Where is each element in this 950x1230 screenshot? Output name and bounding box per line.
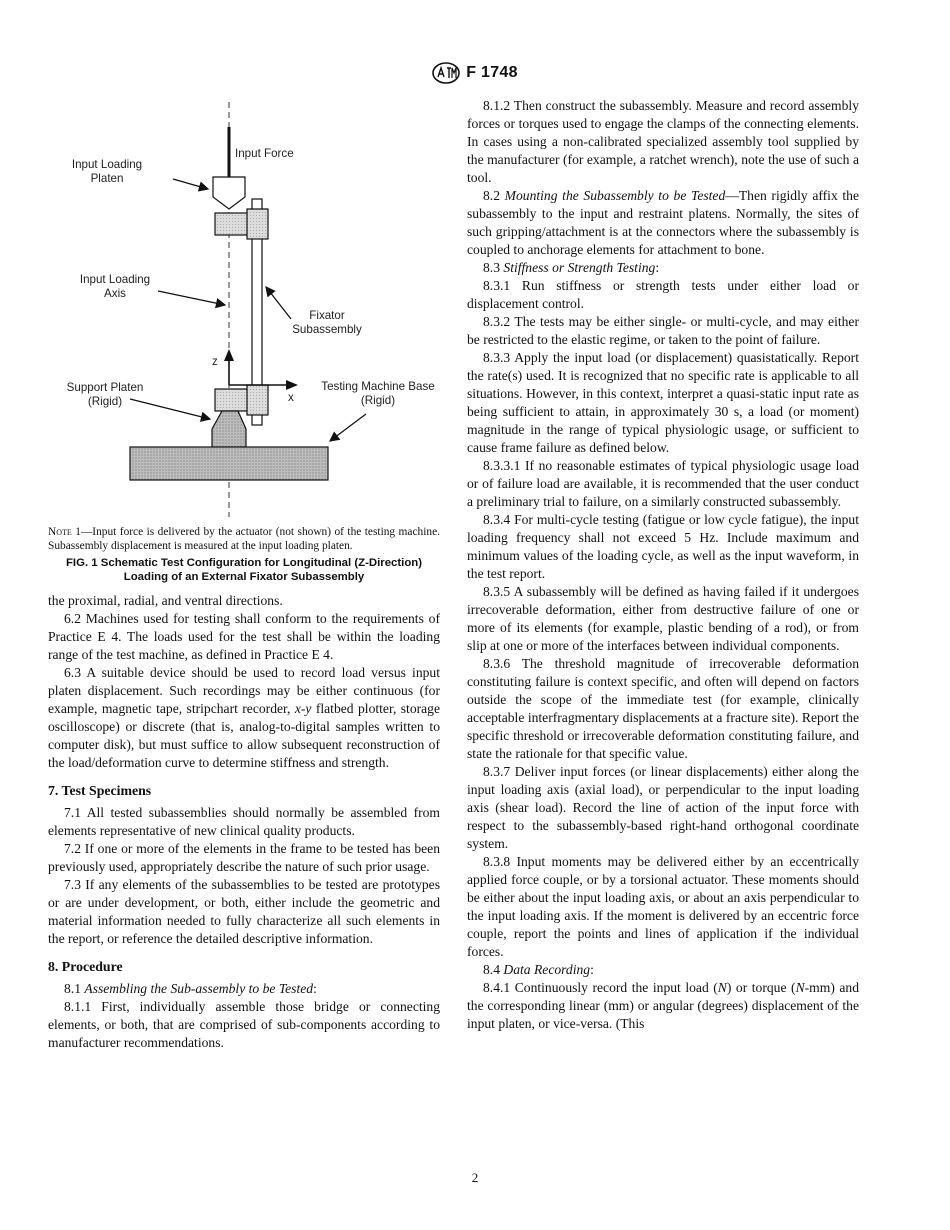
input-loading-platen-shape bbox=[213, 177, 245, 209]
upper-clamp-side bbox=[247, 209, 268, 239]
paragraph-8-1-2: 8.1.2 Then construct the subassembly. Measure and record assembly forces or torques used to engage the clamps of the connecting elements. In cases using a non-calibrated specialized assembly tool supplied by the manufacturer (for example, a ratchet wrench), note the use of such a tool. bbox=[467, 98, 859, 185]
paragraph-8-3-2: 8.3.2 The tests may be either single- or multi-cycle, and may either be restricted to the elastic regime, or taken to the point of failure. bbox=[467, 314, 859, 347]
paragraph-8-3-1: 8.3.1 Run stiffness or strength tests under either load or displacement control. bbox=[467, 278, 859, 311]
figure-1 bbox=[48, 97, 440, 517]
paragraph-7-3: 7.3 If any elements of the subassemblies to be tested are prototypes or are under development, or both, either include the geometric and material information needed to fully characterize all such elements in the report, or reference the detailed descriptive information. bbox=[48, 877, 440, 946]
figure-caption: FIG. 1 Schematic Test Configuration for Longitudinal (Z-Direction) Loading of an External Fixator Subassembly bbox=[65, 557, 423, 583]
paragraph-8-3-7: 8.3.7 Deliver input forces (or linear displacements) either along the input loading axis (axial load), or perpendicular to the input loading axis (shear load). Record the line of action of the input force with respect to the subassembly-based right-hand orthogonal coordinate system. bbox=[467, 764, 859, 851]
paragraph-8-3-5: 8.3.5 A subassembly will be defined as having failed if it undergoes irrecoverable deformation, either from destructive failure of one or more of its elements (for example, plastic bending of a rod), or from slip at one or more of the interfaces between individual components. bbox=[467, 584, 859, 653]
paragraph-continuation: the proximal, radial, and ventral directions. bbox=[48, 593, 283, 608]
right-column bbox=[467, 97, 859, 1033]
x-axis-arrow-icon bbox=[286, 380, 298, 390]
paragraph-8-4: 8.4 Data Recording: bbox=[483, 962, 594, 977]
label-support-platen: Support Platen (Rigid) bbox=[66, 381, 144, 408]
label-x: x bbox=[288, 391, 294, 404]
page-header bbox=[0, 62, 950, 89]
paragraph-8-3-8: 8.3.8 Input moments may be delivered either by an eccentrically applied force couple, or by a torsional actuator. These moments should be either about the input loading axis, or about an axis perpendicular to the input loading axis. If the moment is delivered by an eccentric force couple, report the points and lines of application if the individual forces. bbox=[467, 854, 859, 959]
label-testing-machine-base: Testing Machine Base (Rigid) bbox=[321, 380, 435, 407]
paragraph-8-3-3-1: 8.3.3.1 If no reasonable estimates of typical physiologic usage load or of failure load are available, it is recommended that the user conduct a preliminary trial to failure, on a similarly constructed subassembly. bbox=[467, 458, 859, 509]
paragraph-8-1: 8.1 Assembling the Sub-assembly to be Tested: bbox=[64, 981, 317, 996]
label-z: z bbox=[212, 355, 218, 368]
section-8-heading: 8. Procedure bbox=[48, 959, 123, 974]
paragraph-8-3-4: 8.3.4 For multi-cycle testing (fatigue or low cycle fatigue), the input loading frequency shall not exceed 5 Hz. Include maximum and minimum values of the loading cycle, as well as the input waveform, in the test report. bbox=[467, 512, 859, 581]
label-fixator-subassembly: Fixator Subassembly bbox=[292, 309, 362, 336]
lower-clamp-side bbox=[247, 385, 268, 415]
paragraph-8-3-3: 8.3.3 Apply the input load (or displacement) quasistatically. Report the rate(s) used. It is recognized that no specific rate is applicable to all situations. However, in this context, interpret a quasi-static input rate as being sufficient to attain, in approximately 30 s, a load (or moment) magnitude in the range of typical physiologic usage, or sufficient to cause frame failure as defined below. bbox=[467, 350, 859, 455]
astm-logo-icon bbox=[432, 62, 460, 84]
z-axis-arrow-icon bbox=[224, 349, 234, 361]
paragraph-8-1-1: 8.1.1 First, individually assemble those bridge or connecting elements, or both, that are comprised of sub-components according to manufacturer recommendations. bbox=[48, 999, 440, 1050]
label-input-loading-axis: Input Loading Axis bbox=[79, 273, 151, 300]
support-platen-shape bbox=[212, 411, 246, 449]
page-number: 2 bbox=[471, 1170, 479, 1185]
label-input-loading-platen: Input Loading Platen bbox=[71, 158, 143, 185]
paragraph-6-3: 6.3 A suitable device should be used to record load versus input platen displacement. Such recordings may be either continuous (for example, magnetic tape, stripchart recorder, x-y flatbed plotter, storage oscilloscope) or discrete (that is, analog-to-digital samples written to computer disk), but must suffice to allow subsequent reconstruction of the load/deformation curve to determine stiffness and strength. bbox=[48, 665, 441, 770]
standard-number: F 1748 bbox=[466, 64, 518, 81]
paragraph-8-4-1: 8.4.1 Continuously record the input load (N) or torque (N-mm) and the corresponding linear (mm) or angular (degrees) displacement of the input platen, or vice-versa. (This bbox=[467, 980, 859, 1031]
figure-note: Note 1—Input force is delivered by the actuator (not shown) of the testing machine. Subassembly displacement is measured at the input loading platen. bbox=[48, 526, 440, 552]
paragraph-6-2: 6.2 Machines used for testing shall conform to the requirements of Practice E 4. The loads used for the test shall be within the loading range of the test machine, as defined in Practice E 4. bbox=[48, 611, 440, 662]
paragraph-7-1: 7.1 All tested subassemblies should normally be assembled from elements representative of new clinical quality products. bbox=[48, 805, 440, 838]
section-7-heading: 7. Test Specimens bbox=[48, 783, 152, 798]
label-input-force: Input Force bbox=[235, 147, 294, 160]
paragraph-8-2: 8.2 Mounting the Subassembly to be Tested—Then rigidly affix the subassembly to the input and restraint platens. Normally, the sites of such gripping/attachment is at the connectors where the subassembly is coupled to anchorage elements for attachment to bone. bbox=[467, 188, 859, 257]
paragraph-7-2: 7.2 If one or more of the elements in the frame to be tested has been previously used, appropriately describe the nature of such prior usage. bbox=[48, 841, 440, 874]
paragraph-8-3: 8.3 Stiffness or Strength Testing: bbox=[483, 260, 660, 275]
left-column bbox=[48, 97, 440, 1052]
paragraph-8-3-6: 8.3.6 The threshold magnitude of irrecoverable deformation constituting failure is context specific, and often will depend on factors outside the scope of the immediate test (for example, clinically acceptable interfragmentary displacements at a fracture site). Report the specific threshold or irrecoverable deformation constituting failure, and state the rationale for that specific value. bbox=[467, 656, 859, 761]
testing-machine-base-shape bbox=[130, 447, 328, 480]
